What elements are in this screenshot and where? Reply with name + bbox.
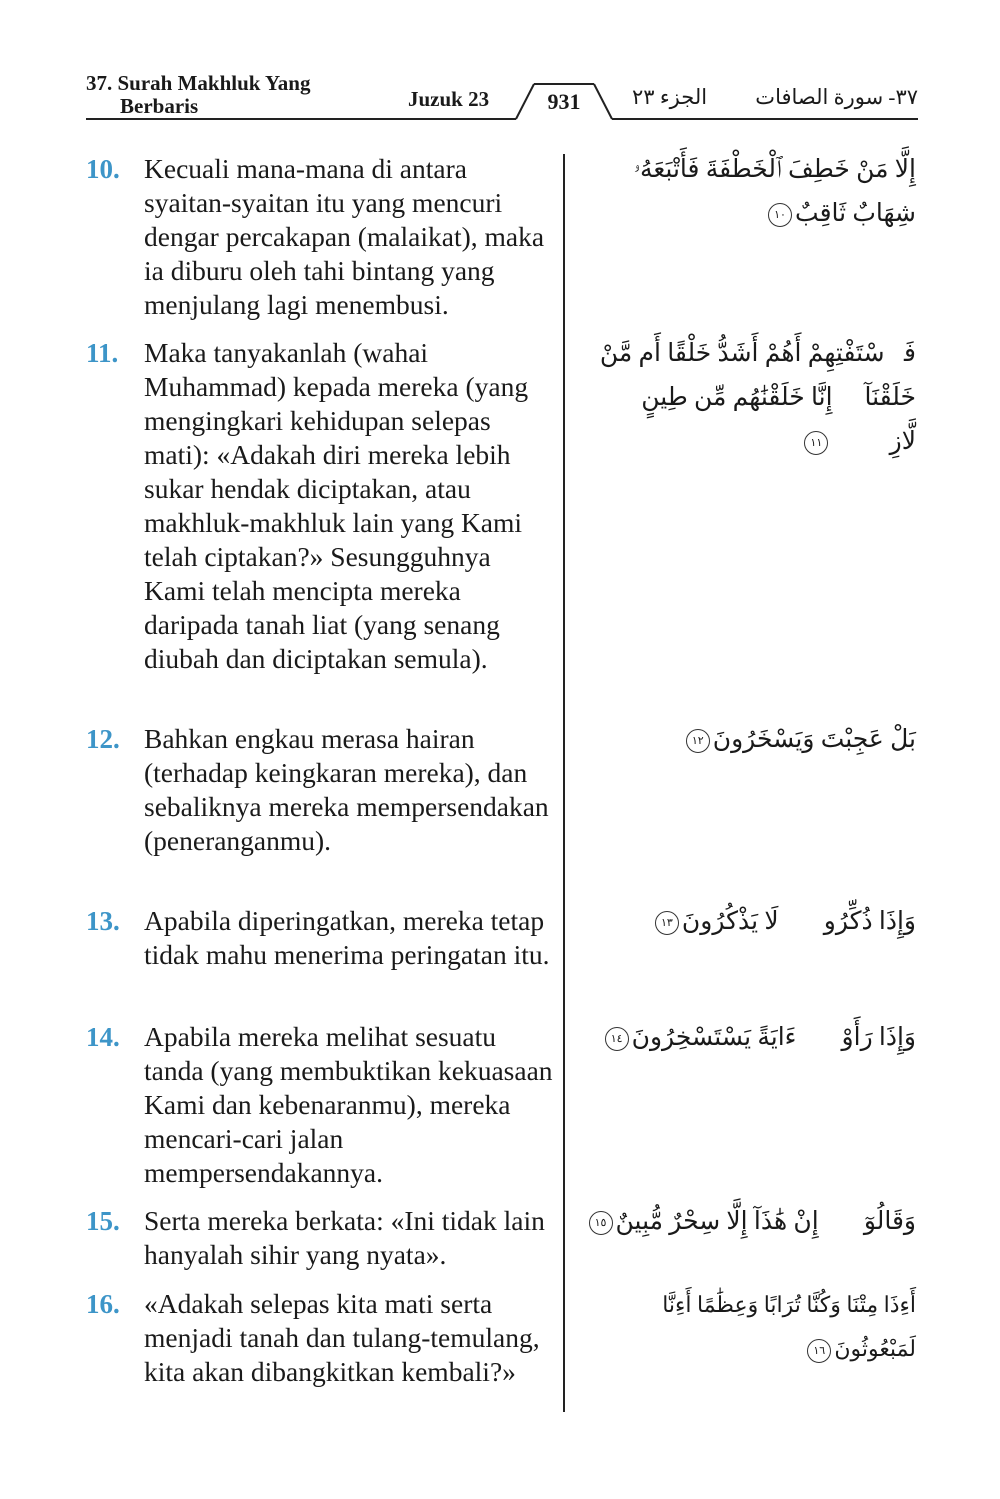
- ayah-end-icon: ١٦: [807, 1339, 831, 1363]
- verse-arabic-text: وَإِذَا ذُكِّرُوا۟ لَا يَذْكُرُونَ: [681, 908, 916, 935]
- verse-translation: «Adakah selepas kita mati serta menjadi tanah dan tulang-temulang, kita akan dibangkitkan kembali?»: [144, 1288, 540, 1387]
- arabic-surah-title: ٣٧- سورة الصافات: [755, 85, 918, 109]
- verse-number: 15.: [86, 1206, 120, 1236]
- verse-arabic: [580, 148, 916, 236]
- verse-arabic: [580, 718, 916, 762]
- verse-arabic-text: فَٱسْتَفْتِهِمْ أَهُمْ أَشَدُّ خَلْقًا أَم مَّنْ خَلَقْنَآ ۚ إِنَّا خَلَقْنَٰهُم مِّن طِينٍ لَّازِبٍۭ: [599, 340, 916, 455]
- verse-number: 12.: [86, 724, 120, 754]
- arabic-juz-label: الجزء ٢٣: [632, 85, 708, 109]
- ayah-end-icon: ١٥: [589, 1211, 613, 1235]
- surah-title: [86, 72, 310, 118]
- verse-translation: Serta mereka berkata: «Ini tidak lain hanyalah sihir yang nyata».: [144, 1205, 545, 1270]
- verse-arabic: [580, 1283, 916, 1371]
- ayah-end-icon: ١١: [804, 431, 828, 455]
- ayah-end-icon: ١٤: [605, 1027, 629, 1051]
- verse-arabic: [580, 1016, 916, 1060]
- surah-title-line2: Berbaris: [120, 94, 199, 118]
- verse-arabic: [580, 332, 916, 464]
- page-number: 931: [547, 89, 581, 114]
- verse-number: 14.: [86, 1022, 120, 1052]
- verse-number: 13.: [86, 906, 120, 936]
- verse-translation: Apabila mereka melihat sesuatu tanda (yang membuktikan kekuasaan Kami dan kebenaranmu), mereka mencari-cari jalan mempersendakannya.: [144, 1021, 553, 1188]
- verse-arabic-text: أَءِذَا مِتْنَا وَكُنَّا تُرَابًا وَعِظَٰمًا أَءِنَّا لَمَبْعُوثُونَ: [662, 1292, 916, 1361]
- ayah-end-icon: ١٣: [655, 911, 679, 935]
- juzuk-label: Juzuk 23: [408, 87, 490, 111]
- verse-arabic-text: إِلَّا مَنْ خَطِفَ ٱلْخَطْفَةَ فَأَتْبَعَهُۥ شِهَابٌ ثَاقِبٌ: [633, 156, 916, 227]
- verse-translation: Bahkan engkau merasa hairan (terhadap keingkaran mereka), dan sebaliknya mereka mempersendakan (peneranganmu).: [144, 723, 549, 856]
- verse-arabic-text: وَإِذَا رَأَوْا۟ ءَايَةً يَسْتَسْخِرُونَ: [631, 1024, 916, 1051]
- column-divider: [563, 154, 565, 1412]
- verse-arabic: [580, 900, 916, 944]
- verse-arabic-text: بَلْ عَجِبْتَ وَيَسْخَرُونَ: [712, 726, 916, 753]
- ayah-end-icon: ١٢: [686, 729, 710, 753]
- verse-translation: Kecuali mana-mana di antara syaitan-syaitan itu yang mencuri dengar percakapan (malaikat), maka ia diburu oleh tahi bintang yang menjulang lagi menembusi.: [144, 153, 545, 320]
- page-header: [86, 70, 918, 122]
- surah-title-line1: 37. Surah Makhluk Yang: [86, 71, 311, 95]
- verse-translation: Maka tanyakanlah (wahai Muhammad) kepada mereka (yang mengingkari kehidupan selepas mati): «Adakah diri mereka lebih sukar hendak diciptakan, atau makhluk-makhluk lain yang Kami telah ciptakan?» Sesungguhnya Kami telah mencipta mereka daripada tanah liat (yang senang diubah dan diciptakan semula).: [144, 337, 529, 674]
- verse-translation: Apabila diperingatkan, mereka tetap tidak mahu menerima peringatan itu.: [144, 905, 550, 970]
- verse-arabic: [580, 1200, 916, 1244]
- verse-arabic-text: وَقَالُوٓا۟ إِنْ هَٰذَآ إِلَّا سِحْرٌ مُّبِينٌ: [615, 1208, 916, 1235]
- ayah-end-icon: ١٠: [768, 203, 792, 227]
- verse-number: 10.: [86, 154, 120, 184]
- verse-number: 16.: [86, 1289, 120, 1319]
- verse-number: 11.: [86, 338, 119, 368]
